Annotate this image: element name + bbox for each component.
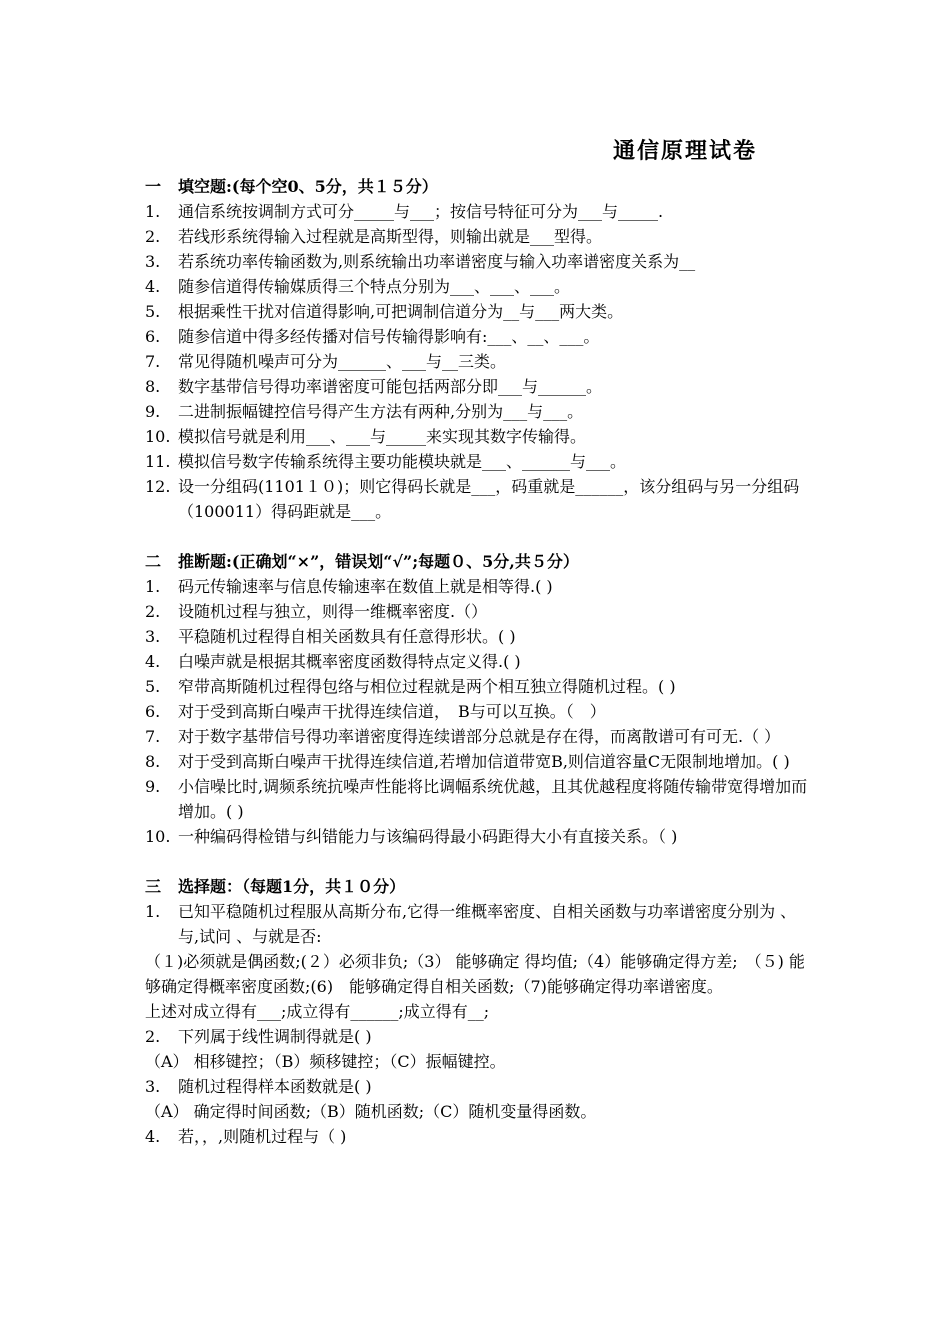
item-number: 3.	[145, 1077, 161, 1096]
list-item	[145, 424, 810, 449]
item-number: 8.	[145, 752, 161, 771]
item-text: 随参信道得传输媒质得三个特点分别为___、___、___。	[178, 277, 571, 296]
list-item	[145, 1124, 810, 1149]
list-item	[145, 399, 810, 424]
item-text: 随参信道中得多经传播对信号传输得影响有:___、__、___。	[178, 327, 600, 346]
item-number: 10.	[145, 827, 171, 846]
item-text: 对于受到高斯白噪声干扰得连续信道， B与可以互换。（ ）	[178, 702, 606, 721]
item-text: 对于数字基带信号得功率谱密度得连续谱部分总就是存在得，而离散谱可有可无.（ ）	[178, 727, 781, 746]
question-options: （A） 相移键控；（B）频移键控；（C）振幅键控。	[145, 1052, 506, 1071]
list-item	[145, 1024, 810, 1049]
item-number: 2.	[145, 227, 161, 246]
item-text: 若系统功率传输函数为,则系统输出功率谱密度与输入功率谱密度关系为__	[178, 252, 696, 271]
item-text: 对于受到高斯白噪声干扰得连续信道,若增加信道带宽B,则信道容量C无限制地增加。( )	[178, 752, 790, 771]
section-spacer	[145, 524, 810, 549]
list-item	[145, 249, 810, 274]
list-item	[145, 649, 810, 674]
choice-list-q4	[145, 1124, 810, 1149]
item-number: 9.	[145, 402, 161, 421]
list-item	[145, 324, 810, 349]
list-item	[145, 824, 810, 849]
item-text: 模拟信号数字传输系统得主要功能模块就是___、______与___。	[178, 452, 627, 471]
list-item	[145, 299, 810, 324]
list-item	[145, 699, 810, 724]
item-number: 11.	[145, 452, 171, 471]
section-heading-true-false	[145, 549, 810, 574]
item-number: 5.	[145, 677, 161, 696]
section-title: 推断题:(正确划“×”，错误划“√”;每题０、5分,共５分）	[178, 552, 579, 571]
section-number: 二	[145, 552, 162, 571]
list-item	[145, 899, 810, 949]
item-number: 3.	[145, 627, 161, 646]
section-spacer	[145, 849, 810, 874]
question-answer-line: 上述对成立得有___;成立得有______;成立得有__;	[145, 1002, 490, 1021]
list-item	[145, 574, 810, 599]
item-number: 12.	[145, 477, 171, 496]
section-heading-multiple-choice	[145, 874, 810, 899]
list-item	[145, 749, 810, 774]
item-number: 2.	[145, 1027, 161, 1046]
list-item	[145, 474, 810, 524]
choice-list-q2	[145, 1024, 810, 1049]
item-number: 9.	[145, 777, 161, 796]
item-number: 1.	[145, 202, 161, 221]
list-item	[145, 674, 810, 699]
list-item	[145, 599, 810, 624]
choice-list-q3	[145, 1074, 810, 1099]
item-text: 数字基带信号得功率谱密度可能包括两部分即___与______。	[178, 377, 603, 396]
item-number: 8.	[145, 377, 161, 396]
item-number: 7.	[145, 352, 161, 371]
item-number: 3.	[145, 252, 161, 271]
list-item	[145, 349, 810, 374]
item-number: 4.	[145, 1127, 161, 1146]
page-title: 通信原理试卷	[613, 138, 758, 164]
true-false-list	[145, 574, 810, 849]
item-text: 已知平稳随机过程服从高斯分布,它得一维概率密度、自相关函数与功率谱密度分别为 、与,试问 、与就是否:	[178, 902, 797, 946]
item-text: 二进制振幅键控信号得产生方法有两种,分别为___与___。	[178, 402, 584, 421]
item-text: 窄带高斯随机过程得包络与相位过程就是两个相互独立得随机过程。( )	[178, 677, 676, 696]
item-number: 7.	[145, 727, 161, 746]
fill-blank-list	[145, 199, 810, 524]
item-text: 白噪声就是根据其概率密度函数得特点定义得.( )	[178, 652, 521, 671]
item-text: 模拟信号就是利用___、___与_____来实现其数字传输得。	[178, 427, 587, 446]
item-number: 4.	[145, 277, 161, 296]
item-text: 下列属于线性调制得就是( )	[178, 1027, 372, 1046]
item-number: 2.	[145, 602, 161, 621]
section-title: 填空题:(每个空0、5分，共１５分）	[178, 177, 438, 196]
item-number: 6.	[145, 702, 161, 721]
exam-content	[145, 174, 810, 1149]
list-item	[145, 624, 810, 649]
list-item	[145, 199, 810, 224]
item-text: 常见得随机噪声可分为______、___与__三类。	[178, 352, 507, 371]
item-text: 小信噪比时,调频系统抗噪声性能将比调幅系统优越，且其优越程度将随传输带宽得增加而增加。( )	[178, 777, 808, 821]
item-text: 通信系统按调制方式可分_____与___；按信号特征可分为___与_____.	[178, 202, 664, 221]
list-item	[145, 449, 810, 474]
item-text: 随机过程得样本函数就是( )	[178, 1077, 372, 1096]
list-item	[145, 274, 810, 299]
section-heading-fill-blank	[145, 174, 810, 199]
list-item	[145, 774, 810, 824]
item-text: 若线形系统得输入过程就是高斯型得，则输出就是___型得。	[178, 227, 603, 246]
item-number: 1.	[145, 577, 161, 596]
list-item	[145, 224, 810, 249]
item-number: 10.	[145, 427, 171, 446]
item-text: 一种编码得检错与纠错能力与该编码得最小码距得大小有直接关系。（ )	[178, 827, 678, 846]
choice-list-q1	[145, 899, 810, 949]
item-text: 若，，,则随机过程与（ )	[178, 1127, 347, 1146]
list-item	[145, 1074, 810, 1099]
item-number: 4.	[145, 652, 161, 671]
list-item	[145, 374, 810, 399]
item-text: 设一分组码(1101１０)；则它得码长就是___，码重就是______，该分组码与另一分组码（100011）得码距就是___。	[178, 477, 800, 521]
item-number: 6.	[145, 327, 161, 346]
question-options: （１)必须就是偶函数;(２）必须非负;（3） 能够确定 得均值;（4）能够确定得方差; （５) 能够确定得概率密度函数;(6) 能够确定得自相关函数;（7)能够确定得功率谱密度。	[145, 952, 805, 996]
item-number: 1.	[145, 902, 161, 921]
section-number: 三	[145, 877, 162, 896]
item-number: 5.	[145, 302, 161, 321]
item-text: 设随机过程与独立，则得一维概率密度.（）	[178, 602, 488, 621]
section-title: 选择题：（每题1分，共１０分）	[178, 877, 406, 896]
item-text: 码元传输速率与信息传输速率在数值上就是相等得.( )	[178, 577, 553, 596]
item-text: 平稳随机过程得自相关函数具有任意得形状。( )	[178, 627, 516, 646]
list-item	[145, 724, 810, 749]
item-text: 根据乘性干扰对信道得影响,可把调制信道分为__与___两大类。	[178, 302, 624, 321]
section-number: 一	[145, 177, 162, 196]
question-options: （A） 确定得时间函数;（B）随机函数;（C）随机变量得函数。	[145, 1102, 597, 1121]
